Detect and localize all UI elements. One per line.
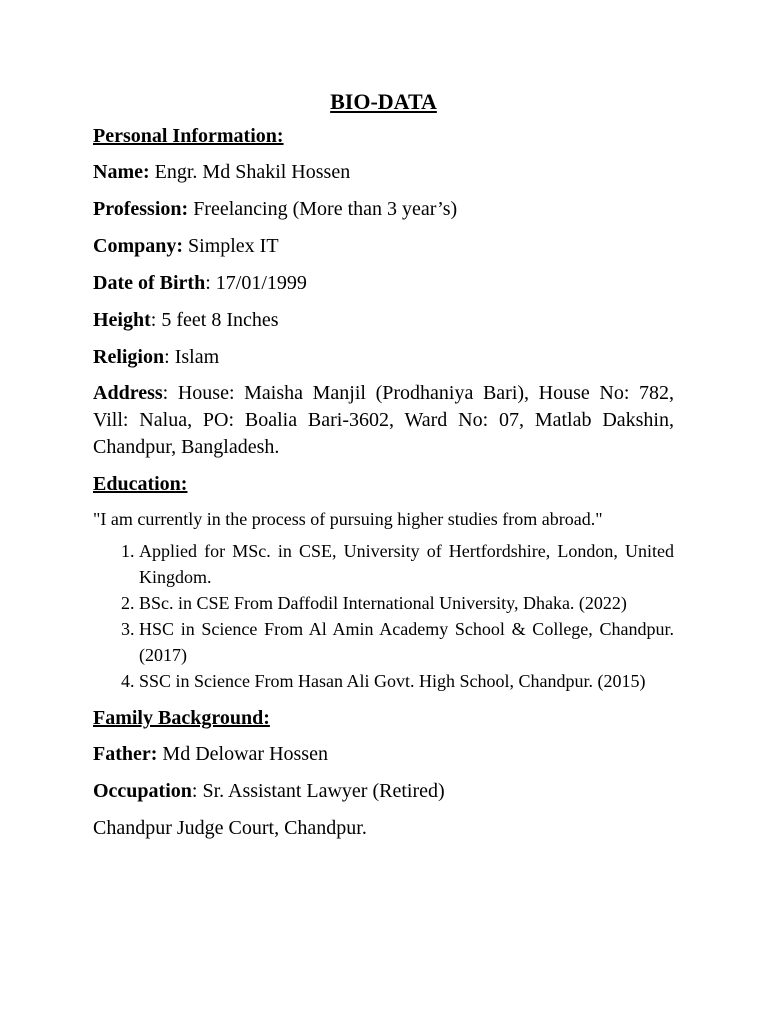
- height-field: [93, 306, 674, 334]
- document-page: [93, 86, 674, 842]
- height-label: Height: [93, 309, 151, 331]
- religion-separator: :: [164, 346, 175, 368]
- education-item-ssc: 4. SSC in Science From Hasan Ali Govt. High School, Chandpur. (2015): [139, 668, 674, 694]
- father-label: Father:: [93, 743, 158, 765]
- occupation-separator: :: [191, 780, 203, 802]
- address-separator: :: [162, 382, 178, 404]
- dob-separator: :: [205, 272, 216, 294]
- education-list: [93, 538, 674, 694]
- occupation-value: Sr. Assistant Lawyer (Retired): [202, 780, 445, 802]
- occupation-label: Occupation: [93, 780, 192, 802]
- height-value: 5 feet 8 Inches: [161, 309, 279, 331]
- dob-field: [93, 269, 674, 297]
- address-value: House: Maisha Manjil (Prodhaniya Bari), House No: 782, Vill: Nalua, PO: Boalia Bari-3602, Ward No: 07, Matlab Dakshin, Chandpur, Bangladesh.: [93, 382, 674, 458]
- height-separator: :: [150, 309, 162, 331]
- occupation-field: [93, 777, 674, 805]
- profession-value: Freelancing (More than 3 year’s): [193, 198, 458, 220]
- name-value: Engr. Md Shakil Hossen: [154, 161, 351, 183]
- religion-value: Islam: [174, 346, 220, 368]
- father-field: [93, 740, 674, 768]
- religion-field: [93, 343, 674, 371]
- dob-value: 17/01/1999: [215, 272, 307, 294]
- company-field: [93, 232, 674, 260]
- profession-label: Profession:: [93, 198, 189, 220]
- religion-label: Religion: [93, 346, 165, 368]
- education-item-msc: 1. Applied for MSc. in CSE, University of Hertfordshire, London, United Kingdom.: [139, 538, 674, 590]
- dob-label: Date of Birth: [93, 272, 206, 294]
- address-label: Address: [93, 382, 163, 404]
- education-note: "I am currently in the process of pursuing higher studies from abroad.": [93, 509, 603, 529]
- father-value: Md Delowar Hossen: [162, 743, 328, 765]
- education-heading: Education:: [93, 473, 188, 495]
- address-field: [93, 380, 674, 461]
- education-item-bsc: 2. BSc. in CSE From Daffodil International University, Dhaka. (2022): [139, 590, 674, 616]
- education-item-hsc: 3. HSC in Science From Al Amin Academy School & College, Chandpur. (2017): [139, 616, 674, 668]
- family-background-heading: Family Background:: [93, 707, 270, 729]
- profession-field: [93, 195, 674, 223]
- name-field: [93, 158, 674, 186]
- name-label: Name:: [93, 161, 150, 183]
- document-title: BIO-DATA: [330, 89, 437, 114]
- father-workplace: Chandpur Judge Court, Chandpur.: [93, 817, 367, 839]
- company-value: Simplex IT: [188, 235, 279, 257]
- personal-info-heading: Personal Information:: [93, 125, 284, 147]
- company-label: Company:: [93, 235, 184, 257]
